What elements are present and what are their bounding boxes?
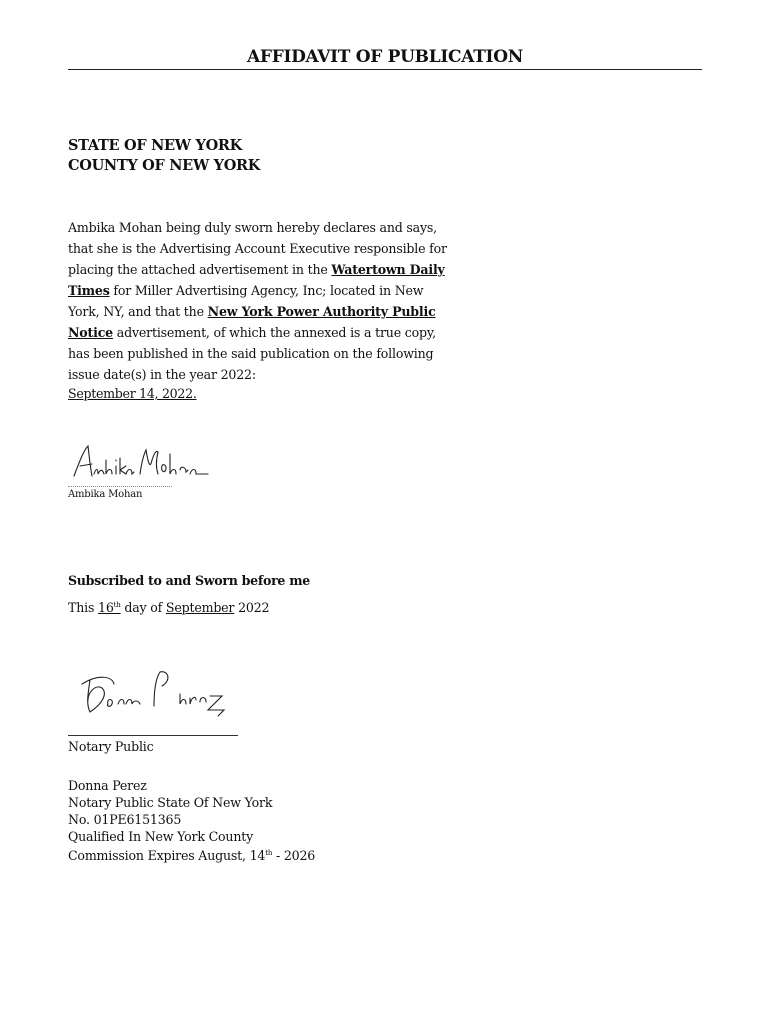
notary-details [68, 777, 315, 864]
venue-county: COUNTY OF NEW YORK [68, 157, 261, 174]
affiant-signature [68, 440, 218, 484]
notice-name: New York Power Authority Public Notice [68, 304, 436, 340]
notary-qualified: Qualified In New York County [68, 829, 254, 844]
venue-block [68, 136, 260, 176]
body-text-3: advertisement, of which the annexed is a true copy, has been published in the said publication on the following issue date(s) in the year 2022: [68, 325, 436, 382]
notary-label: Notary Public [68, 739, 154, 754]
jurat-month: September [165, 600, 235, 615]
affiant-signature-line [68, 486, 172, 487]
notary-signature [68, 664, 238, 722]
venue-state: STATE OF NEW YORK [68, 137, 242, 154]
notary-title: Notary Public State Of New York [68, 795, 273, 810]
notary-signature-line [68, 735, 238, 736]
body-text-1: Ambika Mohan being duly sworn hereby declares and says, that she is the Advertising Account Executive responsible for placing the attached advertisement in the [68, 220, 447, 277]
body-text-2: for Miller Advertising Agency, Inc; located in New York, NY, and that the [68, 283, 424, 319]
jurat-date: This 16th day of September 2022 [68, 600, 270, 615]
jurat-year: 2022 [234, 600, 270, 615]
affidavit-body [68, 217, 448, 385]
notary-name: Donna Perez [68, 778, 147, 793]
document-title: AFFIDAVIT OF PUBLICATION [68, 47, 702, 70]
publication-name: Watertown Daily Times [68, 262, 445, 298]
affiant-name: Ambika Mohan [68, 489, 143, 500]
jurat-day: 16th [98, 600, 121, 615]
issue-date: September 14, 2022. [68, 386, 197, 401]
jurat-heading: Subscribed to and Sworn before me [68, 573, 310, 588]
notary-number: No. 01PE6151365 [68, 812, 182, 827]
notary-expiration: Commission Expires August, 14th - 2026 [68, 848, 316, 864]
